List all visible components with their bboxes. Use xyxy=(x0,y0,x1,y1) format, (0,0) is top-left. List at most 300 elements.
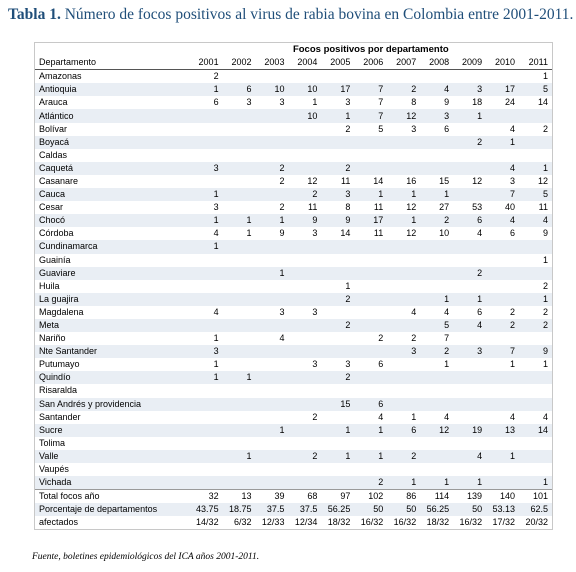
table-cell xyxy=(223,424,256,437)
table-cell xyxy=(190,293,223,306)
table-row xyxy=(35,437,552,450)
table-cell xyxy=(321,411,354,424)
table-cell: 101 xyxy=(519,490,552,504)
table-cell xyxy=(288,123,321,136)
table-cell: 9 xyxy=(444,97,450,108)
table-cell: 14 xyxy=(340,228,351,239)
table-cell: 11 xyxy=(373,228,384,239)
table-cell xyxy=(387,371,420,384)
table-cell: 4 xyxy=(519,214,552,227)
table-cell xyxy=(256,136,289,149)
table-cell xyxy=(190,398,223,411)
table-cell: 114 xyxy=(420,490,453,504)
table-cell: 1 xyxy=(354,450,387,463)
table-cell xyxy=(453,398,486,411)
table-cell xyxy=(288,332,321,345)
department-name: La guajira xyxy=(35,293,190,306)
department-column-header: Departamento xyxy=(35,56,190,70)
table-cell: 4 xyxy=(510,411,516,422)
table-row xyxy=(35,240,552,253)
table-cell: 4 xyxy=(510,123,516,134)
table-cell: 1 xyxy=(519,293,552,306)
table-cell xyxy=(453,162,486,175)
department-name: Cauca xyxy=(35,188,190,201)
table-cell: 14 xyxy=(519,424,552,437)
department-name: Chocó xyxy=(35,214,190,227)
table-cell xyxy=(420,398,453,411)
table-cell xyxy=(354,345,387,358)
table-cell: 50 xyxy=(453,503,486,516)
table-cell: 12 xyxy=(406,202,417,213)
table-cell xyxy=(288,476,321,490)
table-cell: 4 xyxy=(542,411,548,422)
table-cell: 2 xyxy=(542,306,548,317)
table-cell: 2 xyxy=(288,450,321,463)
table-cell: 17 xyxy=(321,83,354,96)
table-cell xyxy=(420,254,453,267)
table-cell: 5 xyxy=(378,123,384,134)
group-header-row xyxy=(35,43,552,56)
table-row xyxy=(35,123,552,136)
table-cell: 50 xyxy=(387,503,420,516)
table-cell xyxy=(519,463,552,476)
table-cell: 19 xyxy=(453,424,486,437)
table-cell xyxy=(387,398,420,411)
department-name: Putumayo xyxy=(39,359,80,370)
year-column-header: 2011 xyxy=(519,56,552,70)
table-cell: 1 xyxy=(256,214,289,227)
table-cell: 2 xyxy=(354,476,387,490)
table-cell: 2 xyxy=(542,123,548,134)
table-cell xyxy=(223,319,256,332)
table-cell: 4 xyxy=(444,411,450,422)
table-row xyxy=(35,503,552,516)
table-cell xyxy=(420,450,453,463)
table-cell xyxy=(519,398,552,411)
table-cell xyxy=(420,70,453,84)
group-header: Focos positivos por departamento xyxy=(292,44,449,56)
table-cell xyxy=(256,345,289,358)
department-name: Antioquia xyxy=(35,83,190,96)
table-cell xyxy=(223,136,256,149)
table-cell xyxy=(223,162,256,175)
table-cell: 2 xyxy=(213,71,219,82)
table-cell: 16 xyxy=(406,175,417,186)
table-cell: 4 xyxy=(477,228,483,239)
table-cell xyxy=(354,70,387,84)
table-row xyxy=(35,70,552,84)
table-cell xyxy=(190,109,223,122)
table-row xyxy=(35,516,552,529)
table-cell xyxy=(223,358,256,371)
source-note: Fuente, boletines epidemiológicos del ICA años 2001-2011. xyxy=(32,552,260,562)
table-row xyxy=(35,293,552,306)
table-cell: 14 xyxy=(373,175,384,186)
table-cell xyxy=(354,136,387,149)
table-cell xyxy=(190,254,223,267)
table-cell: 3 xyxy=(279,306,285,317)
table-cell: 12 xyxy=(537,175,548,186)
table-cell: 18/32 xyxy=(426,517,450,528)
table-cell xyxy=(354,162,387,175)
table-cell: 2 xyxy=(279,202,285,213)
table-row xyxy=(35,227,552,240)
table-cell: 27 xyxy=(439,202,450,213)
table-cell xyxy=(321,476,354,490)
table-cell xyxy=(256,450,289,463)
table-cell xyxy=(519,149,552,162)
table-cell xyxy=(387,280,420,293)
table-cell xyxy=(420,240,453,253)
table-cell xyxy=(354,319,387,332)
department-name: Tolima xyxy=(39,437,66,448)
table-cell xyxy=(354,254,387,267)
table-cell xyxy=(321,267,354,280)
table-cell xyxy=(321,240,354,253)
table-cell xyxy=(453,123,486,136)
table-cell xyxy=(486,371,519,384)
table-row xyxy=(35,450,552,463)
table-cell xyxy=(420,437,453,450)
table-cell xyxy=(256,123,289,136)
table-cell: 6 xyxy=(213,97,219,108)
department-name: Risaralda xyxy=(39,385,78,396)
table-row xyxy=(35,83,552,96)
table-cell: 10 xyxy=(439,228,450,239)
table-cell xyxy=(387,293,420,306)
table-cell: 12 xyxy=(420,424,453,437)
table-cell: 8 xyxy=(411,97,417,108)
table-row xyxy=(35,96,552,109)
table-cell: 9 xyxy=(542,228,548,239)
table-cell xyxy=(321,332,354,345)
table-cell: 4 xyxy=(378,411,384,422)
table-cell: 6 xyxy=(378,359,384,370)
table-cell xyxy=(256,280,289,293)
table-cell xyxy=(223,411,256,424)
table-cell xyxy=(519,240,552,253)
table-cell: 3 xyxy=(279,97,285,108)
table-cell xyxy=(190,411,223,424)
table-cell xyxy=(387,384,420,397)
table-row xyxy=(35,319,552,332)
table-cell xyxy=(486,240,519,253)
table-cell xyxy=(486,267,519,280)
table-row xyxy=(35,358,552,371)
table-cell xyxy=(223,240,256,253)
department-name: Guainía xyxy=(39,254,71,265)
table-cell xyxy=(486,149,519,162)
table-cell xyxy=(453,384,486,397)
table-cell xyxy=(288,371,321,384)
department-name: Quindío xyxy=(35,371,190,384)
table-cell xyxy=(453,371,486,384)
table-cell xyxy=(387,254,420,267)
table-cell: 1 xyxy=(256,424,289,437)
table-cell xyxy=(321,306,354,319)
table-cell xyxy=(453,332,486,345)
table-cell xyxy=(321,70,354,84)
table-cell: 9 xyxy=(279,228,285,239)
table-cell xyxy=(223,254,256,267)
table-cell: 40 xyxy=(505,202,516,213)
table-cell xyxy=(486,384,519,397)
department-name: Córdoba xyxy=(39,228,74,239)
table-cell xyxy=(223,306,256,319)
table-cell xyxy=(453,149,486,162)
department-name: Caldas xyxy=(39,149,68,160)
table-cell: 12 xyxy=(406,228,417,239)
department-name: Magdalena xyxy=(39,306,84,317)
table-cell: 4 xyxy=(411,306,417,317)
table-cell: 7 xyxy=(354,109,387,122)
table-cell xyxy=(519,384,552,397)
table-cell xyxy=(288,267,321,280)
table-cell xyxy=(256,319,289,332)
department-name: afectados xyxy=(39,517,79,528)
table-row xyxy=(35,306,552,319)
table-cell: 6 xyxy=(444,123,450,134)
table-cell xyxy=(288,345,321,358)
table-cell: 3 xyxy=(345,97,351,108)
table-cell xyxy=(190,437,223,450)
table-cell: 18.75 xyxy=(223,503,256,516)
table-cell: 2 xyxy=(345,123,351,134)
table-cell xyxy=(354,280,387,293)
table-cell xyxy=(223,70,256,84)
table-row xyxy=(35,149,552,162)
column-header-row xyxy=(35,56,552,70)
table-cell: 5 xyxy=(420,319,453,332)
table-cell xyxy=(354,293,387,306)
table-cell xyxy=(453,280,486,293)
table-cell xyxy=(190,175,223,188)
table-cell xyxy=(519,136,552,149)
table-cell: 102 xyxy=(354,490,387,504)
table-cell: 3 xyxy=(213,202,219,213)
table-cell xyxy=(453,437,486,450)
table-cell xyxy=(387,319,420,332)
table-cell xyxy=(486,332,519,345)
table-cell: 4 xyxy=(453,319,486,332)
table-cell: 4 xyxy=(213,306,219,317)
table-cell: 43.75 xyxy=(190,503,223,516)
department-name: Arauca xyxy=(39,97,68,108)
department-name: Porcentaje de departamentos xyxy=(35,503,190,516)
table-cell: 17 xyxy=(486,83,519,96)
table-cell: 1 xyxy=(190,83,223,96)
department-name: Santander xyxy=(39,411,81,422)
table-cell xyxy=(519,109,552,122)
table-cell xyxy=(387,267,420,280)
table-cell xyxy=(420,162,453,175)
table-cell: 6 xyxy=(387,424,420,437)
table-row xyxy=(35,109,552,122)
table-cell: 1 xyxy=(387,214,420,227)
table-cell: 1 xyxy=(223,371,256,384)
table-cell: 7 xyxy=(486,188,519,201)
table-cell xyxy=(190,463,223,476)
table-cell xyxy=(486,463,519,476)
table-cell xyxy=(256,254,289,267)
table-cell xyxy=(256,398,289,411)
table-cell: 9 xyxy=(519,345,552,358)
table-cell: 2 xyxy=(453,136,486,149)
table-cell: 6 xyxy=(477,306,483,317)
table-cell xyxy=(354,267,387,280)
table-cell: 3 xyxy=(312,306,318,317)
table-row xyxy=(35,136,552,149)
table-cell xyxy=(256,476,289,490)
table-cell: 4 xyxy=(453,450,486,463)
table-cell xyxy=(288,424,321,437)
table-cell xyxy=(387,463,420,476)
table-cell xyxy=(321,437,354,450)
table-cell: 1 xyxy=(312,97,318,108)
table-cell xyxy=(321,136,354,149)
table-row xyxy=(35,188,552,201)
table-cell: 50 xyxy=(354,503,387,516)
table-cell: 11 xyxy=(340,175,351,186)
table-cell: 6/32 xyxy=(233,517,252,528)
table-cell: 1 xyxy=(354,188,387,201)
table-cell: 5 xyxy=(519,188,552,201)
table-cell: 3 xyxy=(420,109,453,122)
table-cell xyxy=(256,240,289,253)
table-cell xyxy=(288,149,321,162)
table-cell: 1 xyxy=(190,371,223,384)
table-cell xyxy=(190,424,223,437)
table-row xyxy=(35,267,552,280)
table-cell xyxy=(453,70,486,84)
table-cell xyxy=(486,398,519,411)
department-name: Cundinamarca xyxy=(35,240,190,253)
table-cell xyxy=(486,437,519,450)
table-cell xyxy=(321,463,354,476)
year-column-header: 2007 xyxy=(387,56,420,70)
table-cell: 1 xyxy=(519,476,552,490)
table-cell: 1 xyxy=(510,359,516,370)
table-cell xyxy=(256,371,289,384)
caption-label: Tabla 1. xyxy=(8,6,61,23)
table-row xyxy=(35,162,552,175)
table-cell: 13 xyxy=(486,424,519,437)
table-cell: 11 xyxy=(373,202,384,213)
table-cell xyxy=(420,371,453,384)
table-row xyxy=(35,175,552,188)
table-cell xyxy=(288,240,321,253)
table-cell: 1 xyxy=(420,293,453,306)
department-name: Valle xyxy=(35,450,190,463)
table-cell xyxy=(223,109,256,122)
table-cell xyxy=(420,463,453,476)
table-cell xyxy=(190,267,223,280)
table-cell xyxy=(288,293,321,306)
table-cell: 2 xyxy=(486,319,519,332)
table-cell xyxy=(288,384,321,397)
table-cell: 1 xyxy=(321,109,354,122)
table-cell: 1 xyxy=(190,240,223,253)
table-cell: 1 xyxy=(542,71,548,82)
table-cell: 1 xyxy=(486,136,519,149)
table-cell: 2 xyxy=(256,162,289,175)
table-cell xyxy=(223,476,256,490)
table-cell xyxy=(223,332,256,345)
table-cell: 1 xyxy=(321,424,354,437)
table-cell xyxy=(256,384,289,397)
table-cell: 8 xyxy=(345,202,351,213)
table-cell xyxy=(288,463,321,476)
table-cell xyxy=(288,280,321,293)
table-cell: 16/32 xyxy=(459,517,483,528)
table-row xyxy=(35,254,552,267)
table-cell: 16/32 xyxy=(360,517,384,528)
table-cell: 140 xyxy=(486,490,519,504)
table-cell xyxy=(354,240,387,253)
table-cell: 2 xyxy=(411,333,417,344)
table-cell xyxy=(256,188,289,201)
table-cell: 14 xyxy=(537,97,548,108)
table-cell xyxy=(321,345,354,358)
table-cell xyxy=(190,123,223,136)
department-name: Casanare xyxy=(39,175,79,186)
table-cell: 2 xyxy=(279,175,285,186)
table-cell: 10 xyxy=(288,83,321,96)
table-cell: 1 xyxy=(190,214,223,227)
table-cell xyxy=(223,149,256,162)
table-cell xyxy=(453,240,486,253)
table-cell: 1 xyxy=(519,162,552,175)
table-cell: 2 xyxy=(288,188,321,201)
table-cell: 6 xyxy=(223,83,256,96)
table-cell xyxy=(486,70,519,84)
table-cell xyxy=(288,319,321,332)
table-cell xyxy=(453,463,486,476)
department-name: Huila xyxy=(39,280,60,291)
table-cell: 1 xyxy=(411,411,417,422)
table-cell: 3 xyxy=(510,175,516,186)
table-cell: 1 xyxy=(190,188,223,201)
table-cell xyxy=(288,437,321,450)
table-cell: 1 xyxy=(387,188,420,201)
table-cell: 1 xyxy=(223,214,256,227)
table-cell xyxy=(420,384,453,397)
table-cell xyxy=(223,201,256,214)
table-row xyxy=(35,384,552,397)
year-column-header: 2005 xyxy=(321,56,354,70)
table-cell xyxy=(190,149,223,162)
table-cell xyxy=(453,358,486,371)
department-name: Boyacá xyxy=(35,136,190,149)
table-cell xyxy=(321,384,354,397)
table-cell: 1 xyxy=(453,109,486,122)
table-cell: 1 xyxy=(486,450,519,463)
year-column-header: 2004 xyxy=(288,56,321,70)
table-cell xyxy=(486,476,519,490)
table-cell xyxy=(223,463,256,476)
table-cell: 86 xyxy=(387,490,420,504)
table-cell: 4 xyxy=(420,83,453,96)
table-cell: 4 xyxy=(486,214,519,227)
table-cell xyxy=(256,293,289,306)
table-cell xyxy=(387,136,420,149)
table-cell: 1 xyxy=(387,476,420,490)
table-cell: 18/32 xyxy=(327,517,351,528)
table-cell: 3 xyxy=(453,345,486,358)
year-column-header: 2002 xyxy=(223,56,256,70)
department-name: Guaviare xyxy=(35,267,190,280)
table-cell: 2 xyxy=(542,280,548,291)
